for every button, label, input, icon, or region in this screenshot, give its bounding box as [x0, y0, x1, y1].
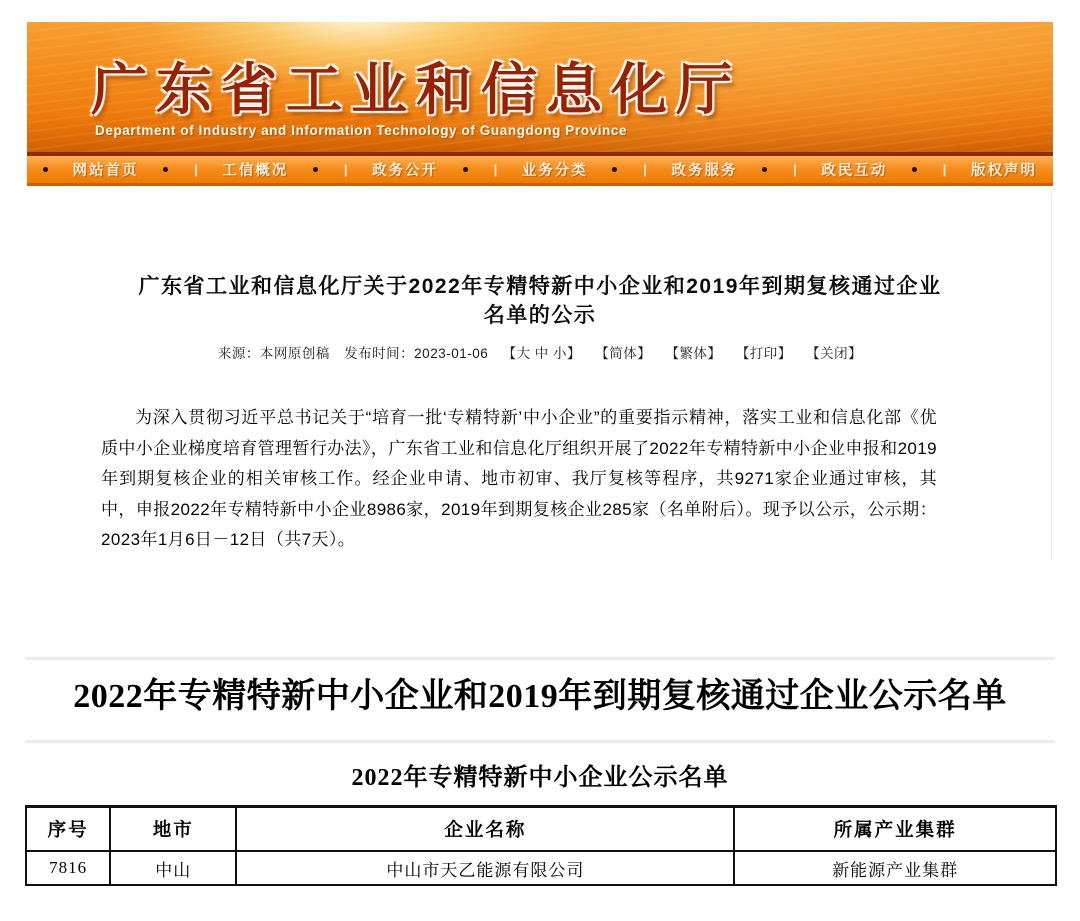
nav-item-site-home[interactable]: 网站首页 — [72, 163, 139, 179]
cell-industry-cluster: 新能源产业集群 — [734, 851, 1056, 885]
site-subtitle-english: Department of Industry and Information Technology of Guangdong Province — [95, 123, 628, 138]
bullet-icon — [463, 167, 468, 172]
close-button[interactable]: 【关闭】 — [806, 346, 863, 361]
roster-heading: 2022年专精特新中小企业和2019年到期复核通过企业公示名单 — [73, 678, 1007, 715]
bullet-icon — [43, 167, 48, 172]
document-title: 广东省工业和信息化厅关于2022年专精特新中小企业和2019年到期复核通过企业名单的公示 — [138, 275, 942, 328]
section-divider — [25, 740, 1055, 743]
pipe-divider: | — [343, 162, 348, 177]
font-size-control[interactable]: 【大 中 小】 — [502, 346, 582, 361]
bullet-icon — [313, 167, 318, 172]
traditional-chinese-button[interactable]: 【繁体】 — [665, 346, 722, 361]
bullet-icon — [612, 167, 617, 172]
main-nav — [27, 152, 1053, 186]
pipe-divider: | — [942, 162, 947, 177]
cell-city: 中山 — [110, 851, 236, 885]
bullet-icon — [762, 167, 767, 172]
print-button[interactable]: 【打印】 — [735, 346, 792, 361]
column-header-industry-cluster: 所属产业集群 — [734, 807, 1056, 852]
enterprise-table — [25, 805, 1057, 886]
pipe-divider: | — [793, 162, 797, 177]
source-label: 来源：本网原创稿 — [217, 346, 330, 361]
simplified-chinese-button[interactable]: 【简体】 — [595, 346, 652, 361]
site-banner — [27, 22, 1053, 152]
table-row — [26, 851, 1056, 885]
nav-item-gov-disclosure[interactable]: 政务公开 — [372, 163, 439, 179]
nav-item-public-interaction[interactable]: 政民互动 — [821, 163, 888, 179]
pipe-divider: | — [194, 162, 198, 177]
section-divider — [25, 657, 1055, 660]
table-header-row — [26, 807, 1056, 852]
bullet-icon — [912, 167, 917, 172]
pipe-divider: | — [643, 162, 647, 177]
cell-enterprise-name: 中山市天乙能源有限公司 — [236, 851, 734, 885]
column-header-seq: 序号 — [26, 807, 110, 852]
document-paragraph: 为深入贯彻习近平总书记关于“培育一批‘专精特新’中小企业”的重要指示精神，落实工业和信息化部《优质中小企业梯度培育管理暂行办法》，广东省工业和信息化厅组织开展了2022年专精特新中小企业申报和2019年到期复核企业的相关审核工作。经企业申请、地市初审、我厅复核等程序，共9271家企业通过审核，其中，申报2022年专精特新中小企业8986家，2019年到期复核企业285家（名单附后）。现予以公示，公示期：2023年1月6日－12日（共7天）。 — [101, 408, 937, 549]
bullet-icon — [163, 167, 168, 172]
nav-item-miit-overview[interactable]: 工信概况 — [222, 163, 289, 179]
nav-item-gov-services[interactable]: 政务服务 — [671, 163, 738, 179]
nav-item-copyright[interactable]: 版权声明 — [970, 163, 1037, 179]
nav-item-business-category[interactable]: 业务分类 — [521, 163, 588, 179]
pipe-divider: | — [493, 162, 498, 177]
column-header-city: 地市 — [110, 807, 236, 852]
site-title: 广东省工业和信息化厅 — [91, 58, 741, 121]
cell-seq: 7816 — [26, 851, 110, 885]
content-right-border — [1051, 193, 1052, 561]
document-meta — [0, 342, 1080, 362]
column-header-enterprise-name: 企业名称 — [236, 807, 734, 852]
publish-time-label: 发布时间：2023-01-06 — [344, 346, 489, 361]
roster-subheading: 2022年专精特新中小企业公示名单 — [351, 765, 729, 791]
